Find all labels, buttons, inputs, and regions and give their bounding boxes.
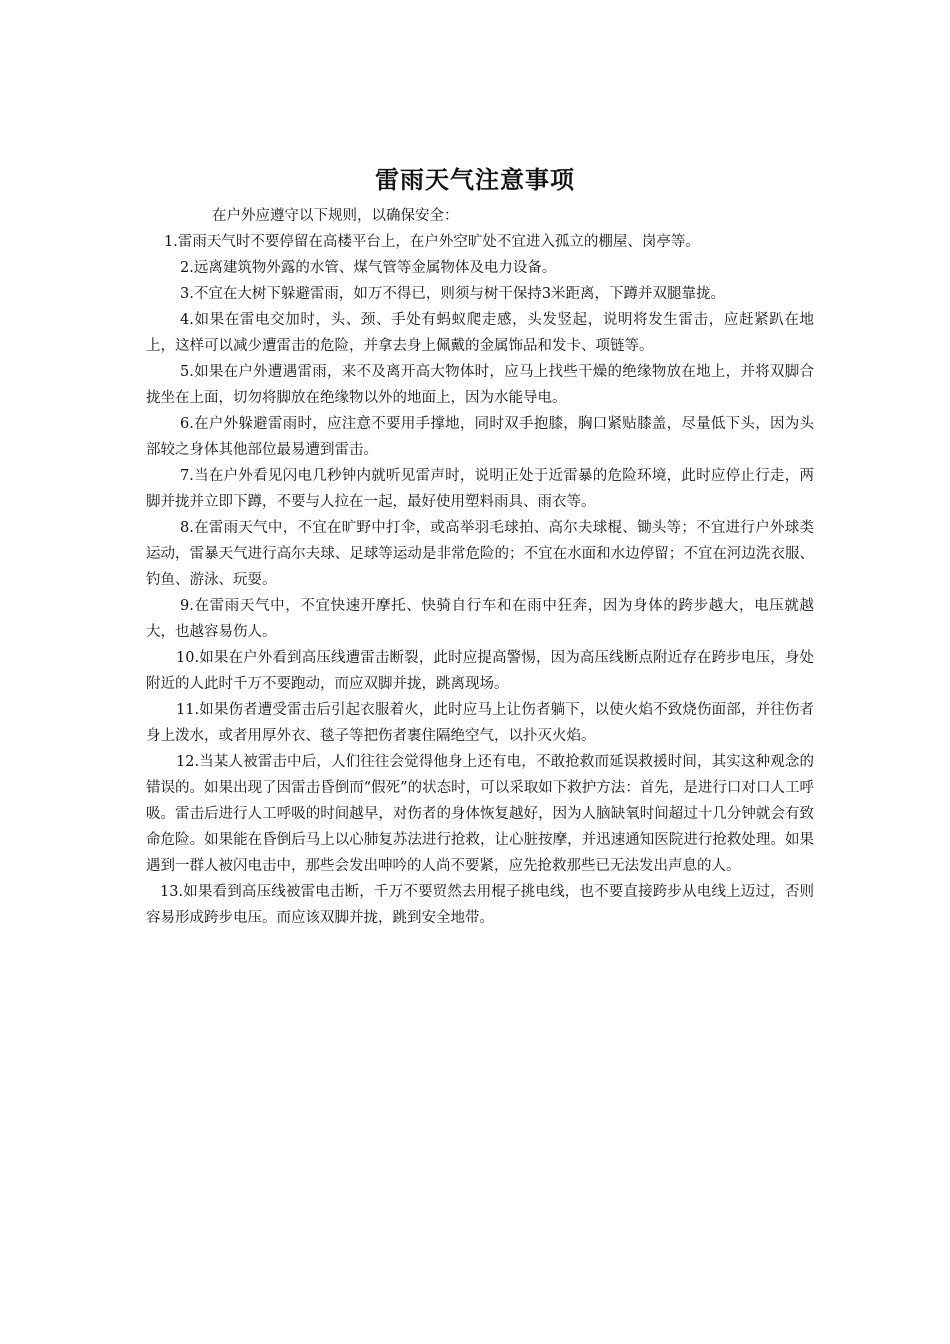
document-title: 雷雨天气注意事项	[375, 165, 575, 194]
rule-item-2: 2.远离建筑物外露的水管、煤气管等金属物体及电力设备。	[180, 260, 557, 276]
rule-item-10: 10.如果在户外看到高压线遭雷击断裂，此时应提高警惕，因为高压线断点附近存在跨步电压，身处附近的人此时千万不要跑动，而应双脚并拢，跳离现场。	[146, 650, 814, 692]
rule-item-8: 8.在雷雨天气中，不宜在旷野中打伞，或高举羽毛球拍、高尔夫球棍、锄头等；不宜进行户外球类运动，雷暴天气进行高尔夫球、足球等运动是非常危险的；不宜在水面和水边停留；不宜在河边洗衣服、钓鱼、游泳、玩耍。	[146, 520, 814, 588]
rule-item-3: 3.不宜在大树下躲避雷雨，如万不得已，则须与树干保持3米距离，下蹲并双腿靠拢。	[180, 286, 726, 302]
rule-item-7: 7.当在户外看见闪电几秒钟内就听见雷声时，说明正处于近雷暴的危险环境，此时应停止行走，两脚并拢并立即下蹲，不要与人拉在一起，最好使用塑料雨具、雨衣等。	[146, 468, 814, 510]
rule-item-11: 11.如果伤者遭受雷击后引起衣服着火，此时应马上让伤者躺下，以使火焰不致烧伤面部，并往伤者身上泼水，或者用厚外衣、毯子等把伤者裹住隔绝空气，以扑灭火焰。	[146, 702, 814, 744]
rule-item-6: 6.在户外躲避雷雨时，应注意不要用手撑地，同时双手抱膝，胸口紧贴膝盖，尽量低下头，因为头部较之身体其他部位最易遭到雷击。	[146, 416, 814, 458]
rule-item-1: 1.雷雨天气时不要停留在高楼平台上，在户外空旷处不宜进入孤立的棚屋、岗亭等。	[164, 234, 700, 250]
rule-item-12: 12.当某人被雷击中后，人们往往会觉得他身上还有电，不敢抢救而延误救援时间，其实这种观念的错误的。如果出现了因雷击昏倒而“假死”的状态时，可以采取如下救护方法：首先，是进行口对口人工呼吸。雷击后进行人工呼吸的时间越早，对伤者的身体恢复越好，因为人脑缺氧时间超过十几分钟就会有致命危险。如果能在昏倒后马上以心肺复苏法进行抢救，让心脏按摩，并迅速通知医院进行抢救处理。如果遇到一群人被闪电击中，那些会发出呻吟的人尚不要紧，应先抢救那些已无法发出声息的人。	[146, 754, 814, 874]
document-body	[146, 203, 814, 931]
intro-paragraph: 在户外应遵守以下规则，以确保安全：	[212, 208, 459, 224]
rule-item-5: 5.如果在户外遭遇雷雨，来不及离开高大物体时，应马上找些干燥的绝缘物放在地上，并将双脚合拢坐在上面，切勿将脚放在绝缘物以外的地面上，因为水能导电。	[146, 364, 814, 406]
rule-item-13: 13.如果看到高压线被雷电击断，千万不要贸然去用棍子挑电线，也不要直接跨步从电线上迈过，否则容易形成跨步电压。而应该双脚并拢，跳到安全地带。	[146, 884, 814, 926]
rule-item-9: 9.在雷雨天气中，不宜快速开摩托、快骑自行车和在雨中狂奔，因为身体的跨步越大，电压就越大，也越容易伤人。	[146, 598, 814, 640]
rule-item-4: 4.如果在雷电交加时，头、颈、手处有蚂蚁爬走感，头发竖起，说明将发生雷击，应赶紧趴在地上，这样可以减少遭雷击的危险，并拿去身上佩戴的金属饰品和发卡、项链等。	[146, 312, 814, 354]
